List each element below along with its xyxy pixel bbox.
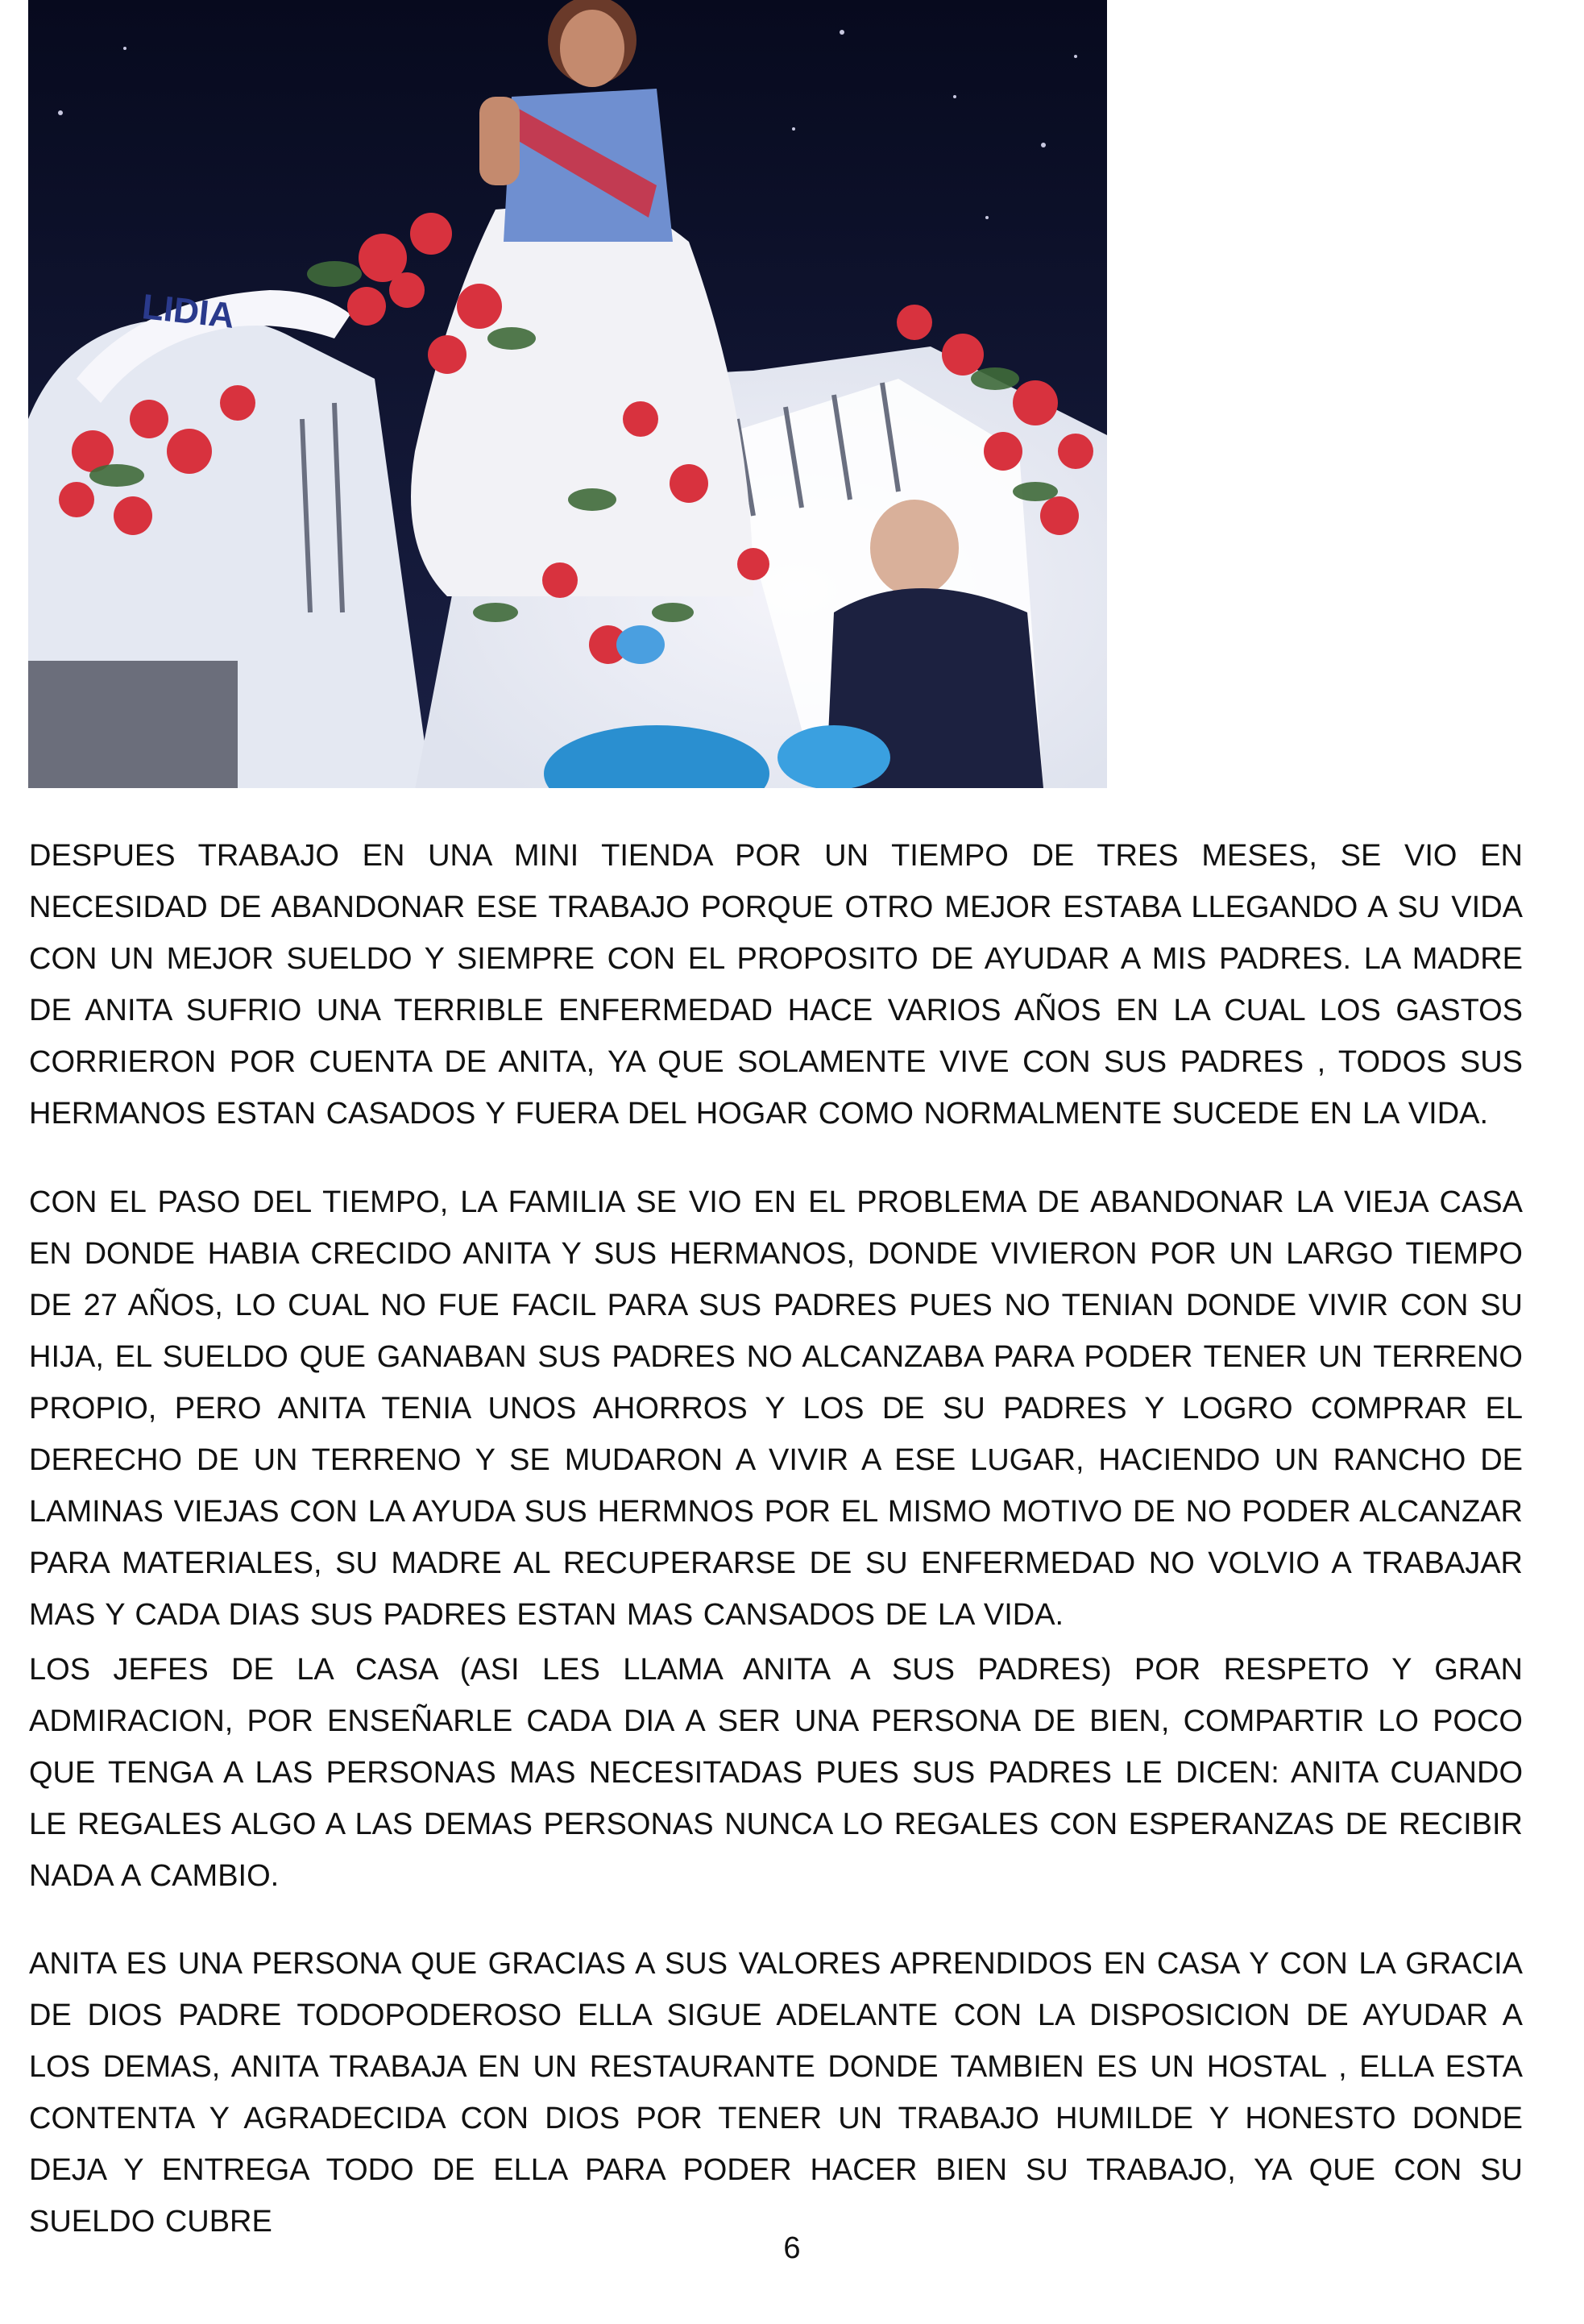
page-number: 6: [783, 2231, 801, 2265]
parade-float-photo: [28, 0, 1107, 788]
body-paragraph-3: LOS JEFES DE LA CASA (ASI LES LLAMA ANITA A SUS PADRES) POR RESPETO Y GRAN ADMIRACION, POR ENSEÑARLE CADA DIA A SER UNA PERSONA DE BIEN, COMPARTIR LO POCO QUE TENGA A LAS PERSONAS MAS NECESITADAS PUES SUS PADRES LE DICEN: ANITA CUANDO LE REGALES ALGO A LAS DEMAS PERSONAS NUNCA LO REGALES CON ESPERANZAS DE RECIBIR NADA A CAMBIO.: [29, 1653, 1523, 1893]
body-paragraph-1: DESPUES TRABAJO EN UNA MINI TIENDA POR UN TIEMPO DE TRES MESES, SE VIO EN NECESIDAD DE ABANDONAR ESE TRABAJO PORQUE OTRO MEJOR ESTABA LLEGANDO A SU VIDA CON UN MEJOR SUELDO Y SIEMPRE CON EL PROPOSITO DE AYUDAR A MIS PADRES. LA MADRE DE ANITA SUFRIO UNA TERRIBLE ENFERMEDAD HACE VARIOS AÑOS EN LA CUAL LOS GASTOS CORRIERON POR CUENTA DE ANITA, YA QUE SOLAMENTE VIVE CON SUS PADRES , TODOS SUS HERMANOS ESTAN CASADOS Y FUERA DEL HOGAR COMO NORMALMENTE SUCEDE EN LA VIDA.: [29, 839, 1523, 1131]
body-paragraph-2: CON EL PASO DEL TIEMPO, LA FAMILIA SE VIO EN EL PROBLEMA DE ABANDONAR LA VIEJA CASA EN DONDE HABIA CRECIDO ANITA Y SUS HERMANOS, DONDE VIVIERON POR UN LARGO TIEMPO DE 27 AÑOS, LO CUAL NO FUE FACIL PARA SUS PADRES PUES NO TENIAN DONDE VIVIR CON SU HIJA, EL SUELDO QUE GANABAN SUS PADRES NO ALCANZABA PARA PODER TENER UN TERRENO PROPIO, PERO ANITA TENIA UNOS AHORROS Y LOS DE SU PADRES Y LOGRO COMPRAR EL DERECHO DE UN TERRENO Y SE MUDARON A VIVIR A ESE LUGAR, HACIENDO UN RANCHO DE LAMINAS VIEJAS CON LA AYUDA SUS HERMNOS POR EL MISMO MOTIVO DE NO PODER ALCANZAR PARA MATERIALES, SU MADRE AL RECUPERARSE DE SU ENFERMEDAD NO VOLVIO A TRABAJAR MAS Y CADA DIAS SUS PADRES ESTAN MAS CANSADOS DE LA VIDA.: [29, 1185, 1523, 1632]
body-paragraph-4: ANITA ES UNA PERSONA QUE GRACIAS A SUS VALORES APRENDIDOS EN CASA Y CON LA GRACIA DE DIOS PADRE TODOPODEROSO ELLA SIGUE ADELANTE CON LA DISPOSICION DE AYUDAR A LOS DEMAS, ANITA TRABAJA EN UN RESTAURANTE DONDE TAMBIEN ES UN HOSTAL , ELLA ESTA CONTENTA Y AGRADECIDA CON DIOS POR TENER UN TRABAJO HUMILDE Y HONESTO DONDE DEJA Y ENTREGA TODO DE ELLA PARA PODER HACER BIEN SU TRABAJO, YA QUE CON SU SUELDO CUBRE: [29, 1947, 1523, 2239]
banner-text: LIDIA: [139, 287, 237, 336]
